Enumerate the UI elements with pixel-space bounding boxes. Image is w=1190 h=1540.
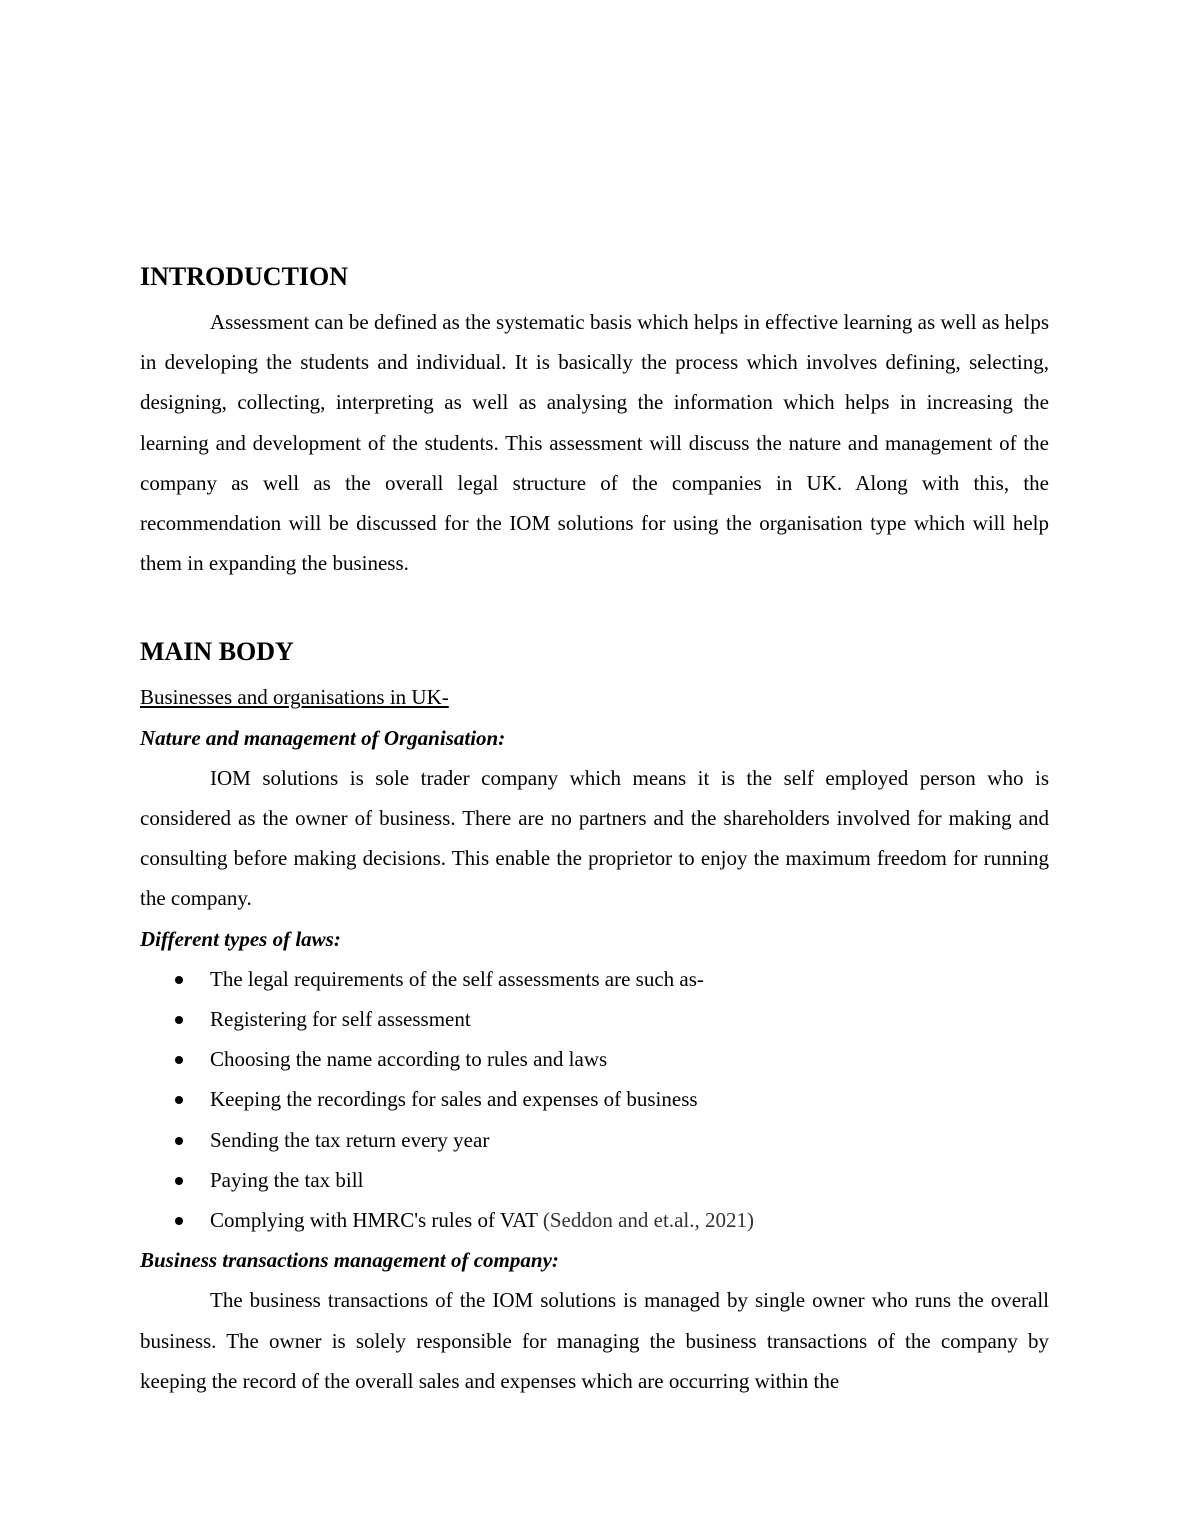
businesses-subheading: Businesses and organisations in UK- <box>140 685 449 710</box>
list-item-text: Complying with HMRC's rules of VAT <box>210 1208 543 1233</box>
list-item <box>140 1160 1049 1200</box>
bullet-icon <box>175 976 183 984</box>
list-item <box>140 1079 1049 1119</box>
list-item <box>140 1200 1049 1240</box>
bullet-icon <box>175 1137 183 1145</box>
introduction-heading: INTRODUCTION <box>140 262 349 291</box>
list-item-text: Paying the tax bill <box>210 1167 364 1192</box>
bullet-icon <box>175 1217 183 1225</box>
nature-title: Nature and management of Organisation: <box>140 725 506 750</box>
list-item <box>140 999 1049 1039</box>
laws-list <box>140 959 1049 1240</box>
list-item-text: Registering for self assessment <box>210 1007 471 1032</box>
list-item-text: Sending the tax return every year <box>210 1127 490 1152</box>
list-item-text: Choosing the name according to rules and laws <box>210 1047 608 1072</box>
nature-paragraph: IOM solutions is sole trader company which means it is the self employed person who is considered as the owner of business. There are no partners and the shareholders involved for making and consulting before making decisions. This enable the proprietor to enjoy the maximum freedom for running the company. <box>140 765 1049 911</box>
bullet-icon <box>175 1096 183 1104</box>
list-item <box>140 1039 1049 1079</box>
bullet-icon <box>175 1177 183 1185</box>
introduction-paragraph: Assessment can be defined as the systematic basis which helps in effective learning as well as helps in developing the students and individual. It is basically the process which involves defining, selecting, designing, collecting, interpreting as well as analysing the information which helps in increasing the learning and development of the students. This assessment will discuss the nature and management of the company as well as the overall legal structure of the companies in UK. Along with this, the recommendation will be discussed for the IOM solutions for using the organisation type which will help them in expanding the business. <box>140 310 1049 576</box>
document-page <box>140 258 1049 1401</box>
main-body-heading: MAIN BODY <box>140 637 294 667</box>
list-item <box>140 959 1049 999</box>
list-item <box>140 1120 1049 1160</box>
list-item-text: Keeping the recordings for sales and expenses of business <box>210 1087 698 1112</box>
citation: (Seddon and et.al., 2021) <box>542 1208 754 1233</box>
transactions-paragraph: The business transactions of the IOM solutions is managed by single owner who runs the overall business. The owner is solely responsible for managing the business transactions of the company by keeping the record of the overall sales and expenses which are occurring within the <box>140 1288 1049 1393</box>
transactions-title: Business transactions management of company: <box>140 1248 559 1273</box>
laws-title: Different types of laws: <box>140 926 341 951</box>
bullet-icon <box>175 1056 183 1064</box>
bullet-icon <box>175 1016 183 1024</box>
list-item-text: The legal requirements of the self assessments are such as- <box>210 966 704 991</box>
